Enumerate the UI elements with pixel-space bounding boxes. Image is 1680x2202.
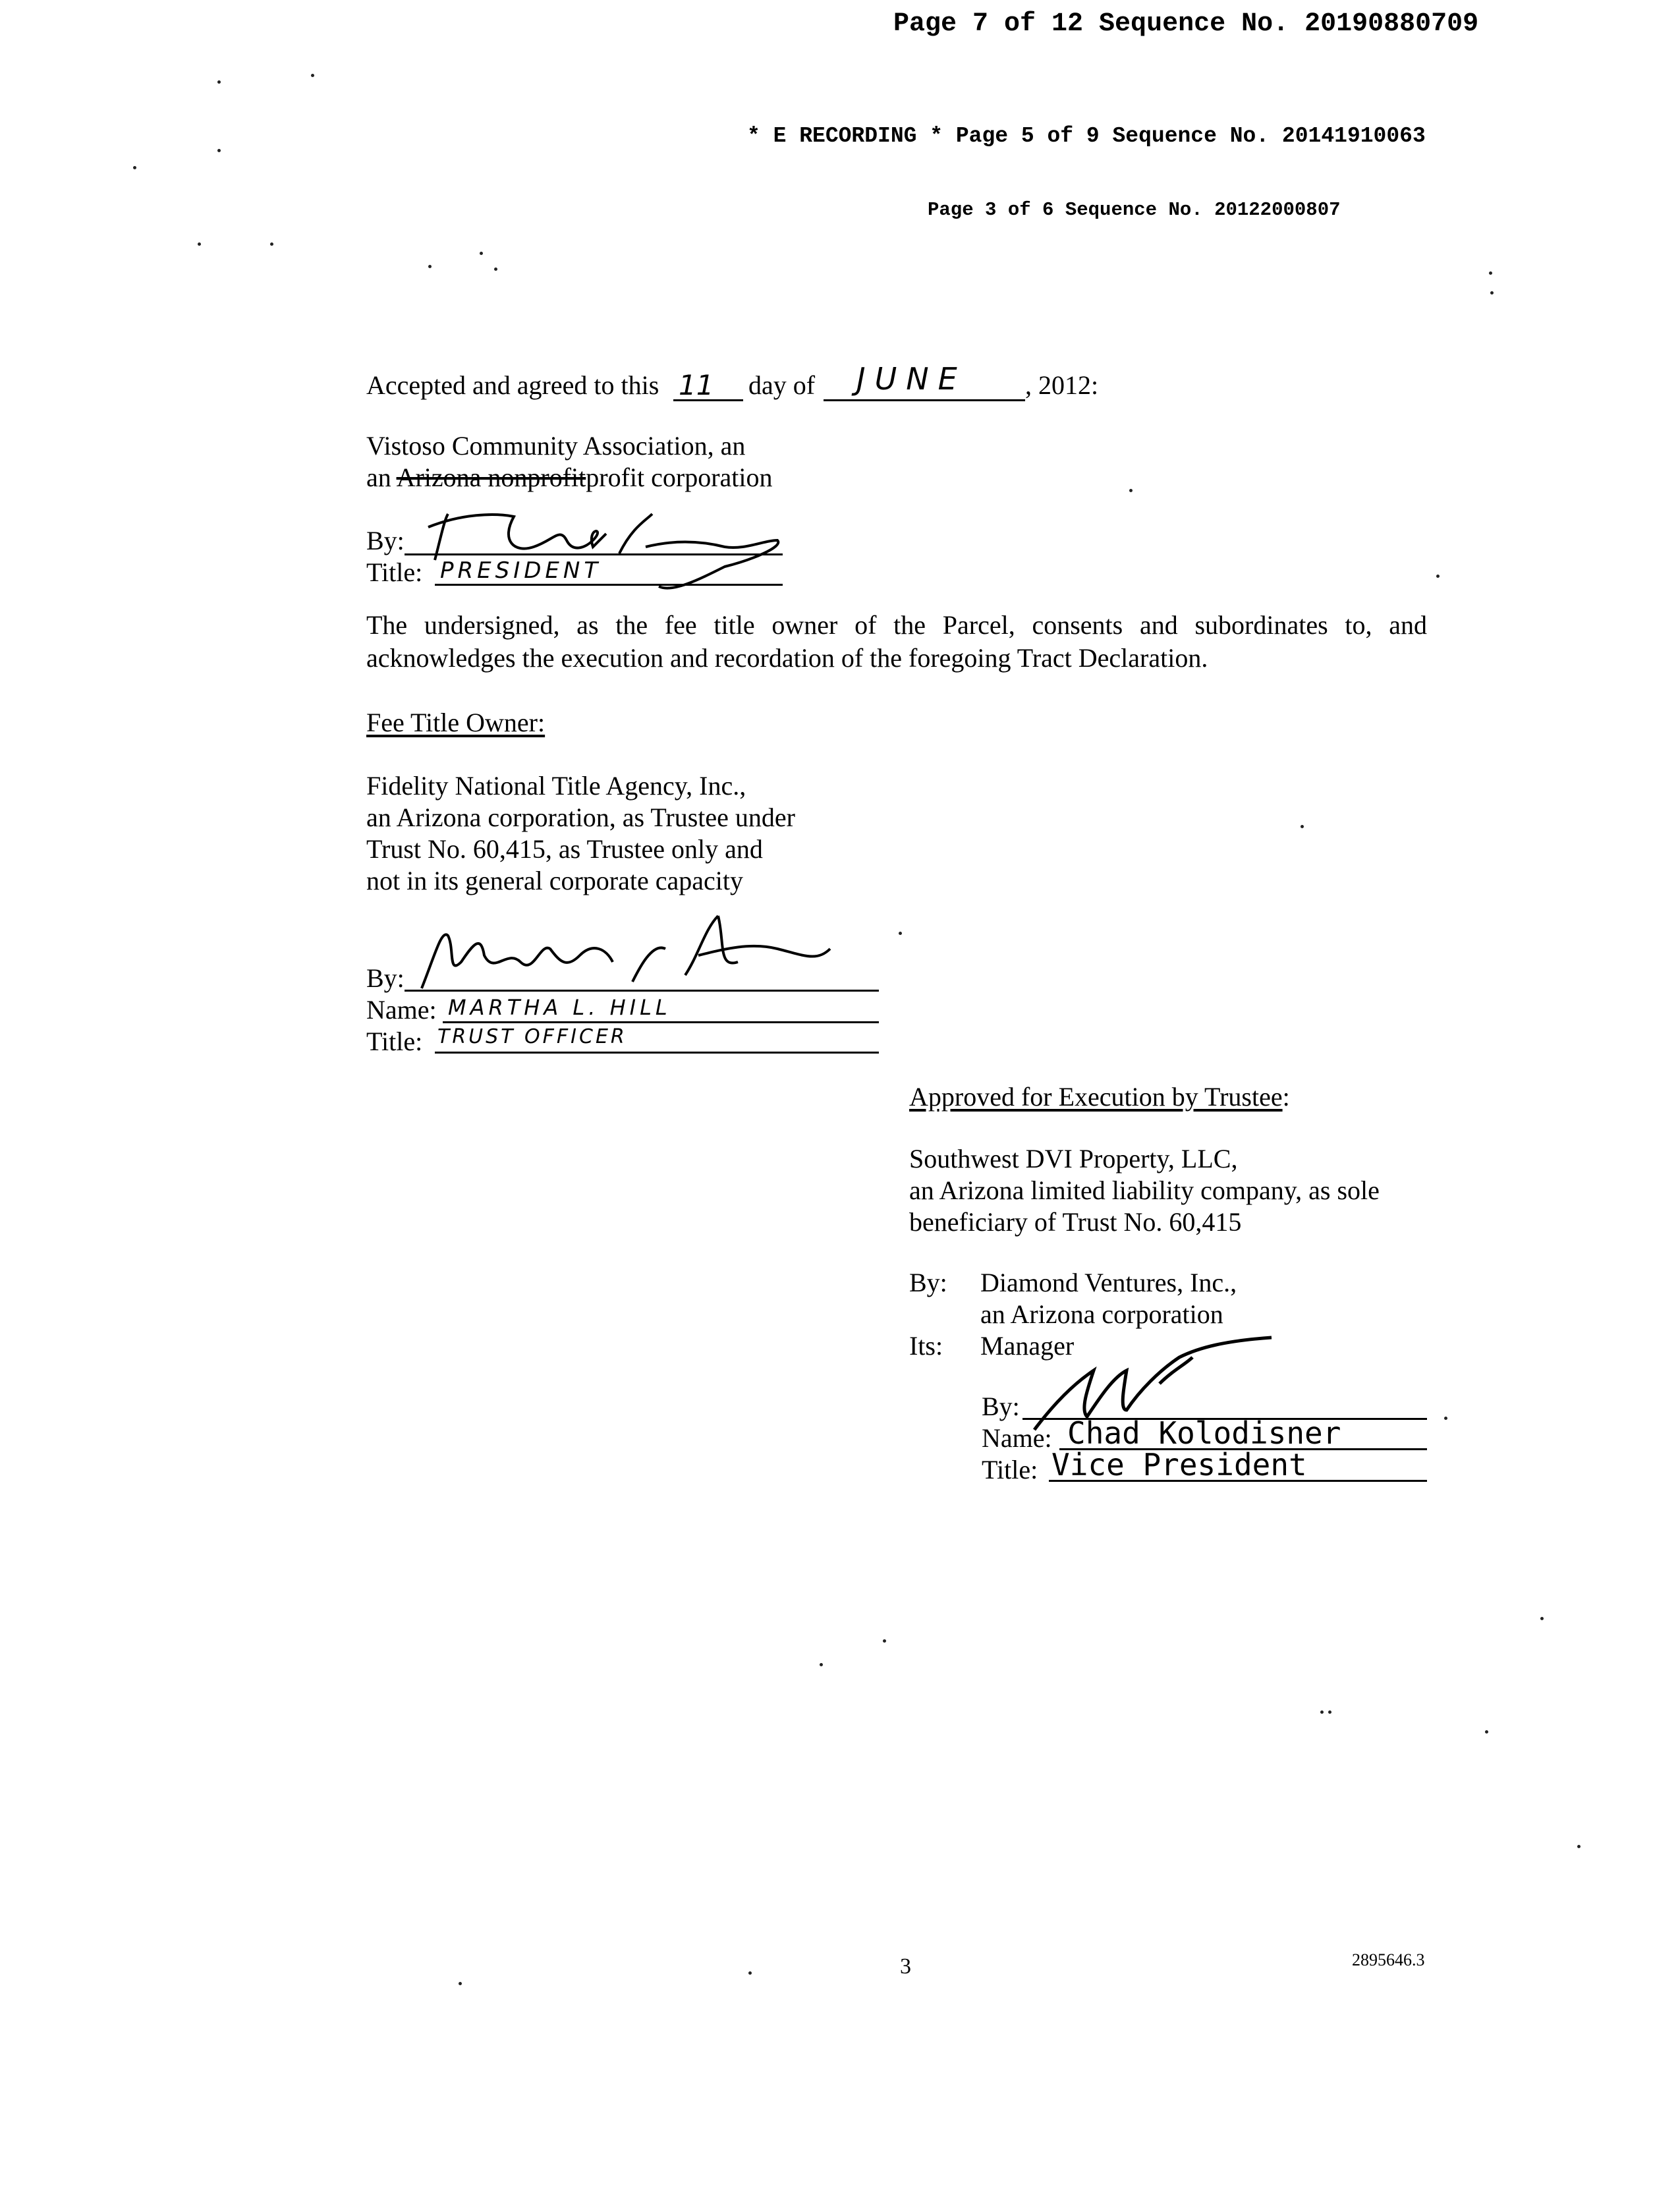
- association-line-2-suffix: profit corporation: [586, 463, 773, 492]
- sub-title-handwritten: Vice President: [1051, 1447, 1307, 1482]
- association-line-1: Vistoso Community Association, an: [366, 431, 746, 461]
- fee-title-owner-heading: Fee Title Owner:: [366, 708, 546, 737]
- scan-speck: [133, 166, 136, 169]
- fee-owner-name-line: [443, 1021, 879, 1023]
- association-line-2-prefix: an: [366, 463, 391, 492]
- scan-speck: [1444, 1417, 1447, 1420]
- approval-heading: [909, 1081, 1290, 1114]
- acceptance-suffix: , 2012:: [1025, 370, 1099, 400]
- association-line-2-struck: Arizona nonprofit: [396, 463, 586, 492]
- scan-speck: [494, 268, 497, 271]
- scan-speck: [883, 1639, 886, 1643]
- association-title-line: [435, 584, 783, 586]
- page-number: 3: [900, 1954, 911, 1979]
- fee-owner-title-line: [435, 1052, 879, 1054]
- approval-heading-text: Approved for Execution by Trustee: [909, 1082, 1283, 1112]
- scan-speck: [217, 80, 221, 84]
- approval-its-label: Its:: [909, 1331, 943, 1361]
- approval-its-value: Manager: [980, 1331, 1075, 1361]
- fee-title-owner-line-2: an Arizona corporation, as Trustee under: [366, 803, 795, 832]
- association-title-label: Title:: [366, 557, 423, 587]
- scan-speck: [1490, 291, 1494, 295]
- approval-by-line-1: Diamond Ventures, Inc.,: [980, 1268, 1237, 1297]
- sub-name-label: Name:: [982, 1423, 1052, 1453]
- fee-owner-title-label: Title:: [366, 1027, 423, 1056]
- scan-speck: [1320, 1710, 1324, 1714]
- sub-title-label: Title:: [982, 1455, 1038, 1484]
- recording-header-1: Page 7 of 12 Sequence No. 20190880709: [893, 9, 1479, 39]
- fee-owner-signature: [408, 903, 856, 995]
- scan-speck: [311, 74, 314, 77]
- recording-header-2: * E RECORDING * Page 5 of 9 Sequence No. 20141910063: [747, 124, 1426, 148]
- scan-speck: [428, 265, 432, 268]
- sub-by-label: By:: [982, 1392, 1020, 1421]
- consent-line-1: The undersigned, as the fee title owner of the Parcel, consents and subordinates to, and: [366, 610, 1427, 640]
- scan-speck: [1301, 825, 1304, 828]
- scan-speck: [1489, 271, 1492, 275]
- approval-by-label: By:: [909, 1268, 947, 1297]
- acceptance-middle: day of: [748, 370, 816, 400]
- month-blank-line: [824, 399, 1025, 401]
- approval-line-3: beneficiary of Trust No. 60,415: [909, 1207, 1242, 1237]
- fee-owner-name-label: Name:: [366, 995, 437, 1025]
- scan-speck: [899, 932, 902, 935]
- fee-owner-by-label: By:: [366, 963, 405, 993]
- scan-speck: [1577, 1845, 1581, 1848]
- fee-title-owner-line-4: not in its general corporate capacity: [366, 866, 743, 895]
- approval-line-2: an Arizona limited liability company, as sole: [909, 1175, 1380, 1205]
- month-handwritten: JUNE: [856, 361, 966, 397]
- scan-speck: [480, 252, 483, 255]
- scan-speck: [820, 1663, 823, 1666]
- acceptance-prefix: Accepted and agreed to this: [366, 370, 659, 400]
- scan-speck: [1328, 1710, 1331, 1714]
- scan-speck: [748, 1971, 752, 1975]
- approval-by-line-2: an Arizona corporation: [980, 1299, 1223, 1329]
- approval-heading-colon: :: [1282, 1082, 1290, 1112]
- fee-title-owner-line-1: Fidelity National Title Agency, Inc.,: [366, 771, 746, 801]
- scan-speck: [1129, 489, 1133, 492]
- scan-speck: [217, 149, 221, 152]
- scan-speck: [270, 242, 273, 246]
- scan-speck: [1485, 1730, 1488, 1734]
- fee-title-owner-line-3: Trust No. 60,415, as Trustee only and: [366, 834, 763, 864]
- consent-line-2: acknowledges the execution and recordation of the foregoing Tract Declaration.: [366, 643, 1208, 673]
- scan-speck: [198, 242, 201, 246]
- scan-speck: [1540, 1617, 1544, 1620]
- association-line-2: [366, 461, 773, 494]
- document-number: 2895646.3: [1352, 1950, 1425, 1969]
- association-by-label: By:: [366, 526, 405, 555]
- scan-speck: [459, 1982, 462, 1985]
- recording-header-3: Page 3 of 6 Sequence No. 20122000807: [928, 199, 1341, 221]
- fee-owner-title-handwritten: TRUST OFFICER: [437, 1025, 627, 1048]
- fee-owner-name-handwritten: MARTHA L. HILL: [448, 995, 671, 1020]
- association-title-handwritten: PRESIDENT: [440, 557, 602, 584]
- sub-name-handwritten: Chad Kolodisner: [1067, 1415, 1341, 1451]
- approval-line-1: Southwest DVI Property, LLC,: [909, 1144, 1238, 1173]
- day-handwritten: 11: [679, 369, 714, 401]
- scan-speck: [1436, 575, 1440, 578]
